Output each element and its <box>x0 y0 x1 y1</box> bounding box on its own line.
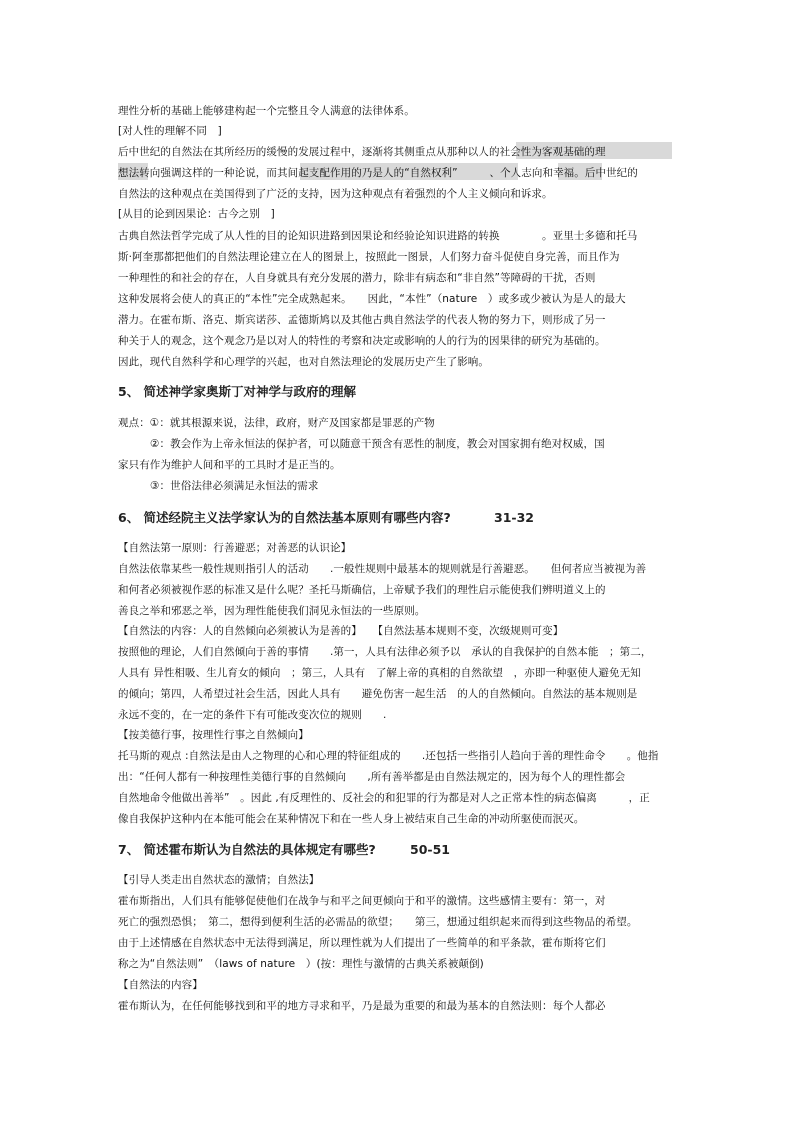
paragraph-line: 霍布斯认为，在任何能够找到和平的地方寻求和平，乃是最为重要的和最为基本的自然法则：每个人都必 <box>118 1000 606 1012</box>
question-7-heading: 7、 简述霍布斯认为自然法的具体规定有哪些? <box>118 842 376 857</box>
paragraph-line: 种关于人的观念，这个观念乃是以对人的特性的考察和决定或影响的人的行为的因果律的研究为基础的。 <box>118 335 606 347</box>
paragraph-line: ②：教会作为上帝永恒法的保护者，可以随意干预含有恶性的制度，教会对国家拥有绝对权威，国 <box>150 438 605 450</box>
section-label: 【自然法第一原则：行善避恶；对善恶的认识论】 <box>118 542 352 554</box>
paragraph-line: 由于上述情感在自然状态中无法得到满足，所以理性就为人们提出了一些简单的和平条款，霍布斯将它们 <box>118 937 606 949</box>
section-label: 【引导人类走出自然状态的激情；自然法】 <box>118 874 320 886</box>
paragraph-line: 自然法的这种观点在美国得到了广泛的支持，因为这种观点有着强烈的个人主义倾向和诉求。 <box>118 188 553 200</box>
paragraph-line: ③：世俗法律必须满足永恒法的需求 <box>150 480 319 492</box>
paragraph-line: 和何者必须被视作恶的标准又是什么呢？圣托马斯确信，上帝赋予我们的理性启示能使我们辨明道义上的 <box>118 584 606 596</box>
paragraph-line: 古典自然法哲学完成了从人性的目的论知识进路到因果论和经验论知识进路的转换 。亚里士多德和托马 <box>118 230 638 242</box>
paragraph-line: 观点：①：就其根源来说，法律，政府，财产及国家都是罪恶的产物 <box>118 417 435 429</box>
paragraph-line: 自然法依靠某些一般性规则指引人的活动 .一般性规则中最基本的规则就是行善避恶。 但何者应当被视为善 <box>118 563 647 575</box>
section-title-human-nature: [对人性的理解不同 ] <box>118 125 222 137</box>
paragraph-line: 的倾向；第四，人希望过社会生活，因此人具有 避免伤害一起生活 的人的自然倾向。自然法的基本规则是 <box>118 688 638 700</box>
intro-line: 理性分析的基础上能够建构起一个完整且令人满意的法律体系。 <box>118 105 415 117</box>
question-7-pages: 50-51 <box>410 842 450 857</box>
paragraph-line: 死亡的强烈恐惧； 第二，想得到便利生活的必需品的欲望； 第三，想通过组织起来而得到这些物品的希望。 <box>118 916 638 928</box>
paragraph-line: 称之为“自然法则” （laws of nature ）(按：理性与激情的古典关系被颠倒) <box>118 958 484 970</box>
paragraph-line: 托马斯的观点 :自然法是由人之物理的心和心理的特征组成的 .还包括一些指引人趋向于善的理性命令 。他指 <box>118 750 659 762</box>
paragraph-line: 像自我保护这种内在本能可能会在某种情况下和在一些人身上被结束自己生命的冲动所驱使而泯灭。 <box>118 813 585 825</box>
paragraph-line: 想法转向强调这样的一种论说，而其间起支配作用的乃是人的“自然权利” 、个人志向和幸福。后中世纪的 <box>118 167 638 179</box>
paragraph-line: 潜力。在霍布斯、洛克、斯宾诺莎、孟德斯鸠以及其他古典自然法学的代表人物的努力下，则形成了另一 <box>118 314 606 326</box>
paragraph-line: 后中世纪的自然法在其所经历的缓慢的发展过程中，逐渐将其侧重点从那种以人的社会性为客观基础的理 <box>118 146 606 158</box>
section-label: 【按美德行事，按理性行事之自然倾向】 <box>118 729 309 741</box>
question-6-pages: 31-32 <box>494 510 534 525</box>
paragraph-line: 按照他的理论，人们自然倾向于善的事情 .第一，人具有法律必须予以 承认的自我保护的自然本能 ；第二， <box>118 646 652 658</box>
paragraph-line: 家只有作为维护人间和平的工具时才是正当的。 <box>118 459 341 471</box>
paragraph-line: 出：“任何人都有一种按理性美德行事的自然倾向 ,所有善举都是由自然法规定的，因为每个人的理性都会 <box>118 771 626 783</box>
paragraph-line: 霍布斯指出，人们具有能够促使他们在战争与和平之间更倾向于和平的激情。这些感情主要有：第一，对 <box>118 895 606 907</box>
section-title-purpose-cause: [从目的论到因果论：古今之别 ] <box>118 208 275 220</box>
section-label: 【自然法的内容：人的自然倾向必须被认为是善的】 【自然法基本规则不变，次级规则可变】 <box>118 625 564 637</box>
paragraph-line: 斯·阿奎那都把他们的自然法理论建立在人的图景上，按照此一图景，人们努力奋斗促使自身完善，而且作为 <box>118 251 620 263</box>
paragraph-line: 这种发展将会使人的真正的“本性”完全成熟起来。 因此，“本性”（nature ）或多或少被认为是人的最大 <box>118 293 626 305</box>
paragraph-line: 因此，现代自然科学和心理学的兴起，也对自然法理论的发展历史产生了影响。 <box>118 356 489 368</box>
paragraph-line: 善良之举和邪恶之举，因为理性能使我们洞见永恒法的一些原则。 <box>118 605 426 617</box>
paragraph-line: 永远不变的，在一定的条件下有可能改变次位的规则 . <box>118 709 387 721</box>
paragraph-line: 人具有 异性相吸、生儿育女的倾向 ；第三，人具有 了解上帝的真相的自然欲望 ，亦即一种驱使人避免无知 <box>118 667 641 679</box>
question-5-heading: 5、 简述神学家奥斯丁对神学与政府的理解 <box>118 384 357 399</box>
question-6-heading: 6、 简述经院主义法学家认为的自然法基本原则有哪些内容? <box>118 510 451 525</box>
section-label: 【自然法的内容】 <box>118 979 203 991</box>
paragraph-line: 自然地命令他做出善举” 。因此 ,有反理性的、反社会的和犯罪的行为都是对人之正常本性的病态偏离 ，正 <box>118 792 650 804</box>
paragraph-line: 一种理性的和社会的存在，人自身就具有充分发展的潜力，除非有病态和“非自然”等障碍的干扰，否则 <box>118 272 596 284</box>
